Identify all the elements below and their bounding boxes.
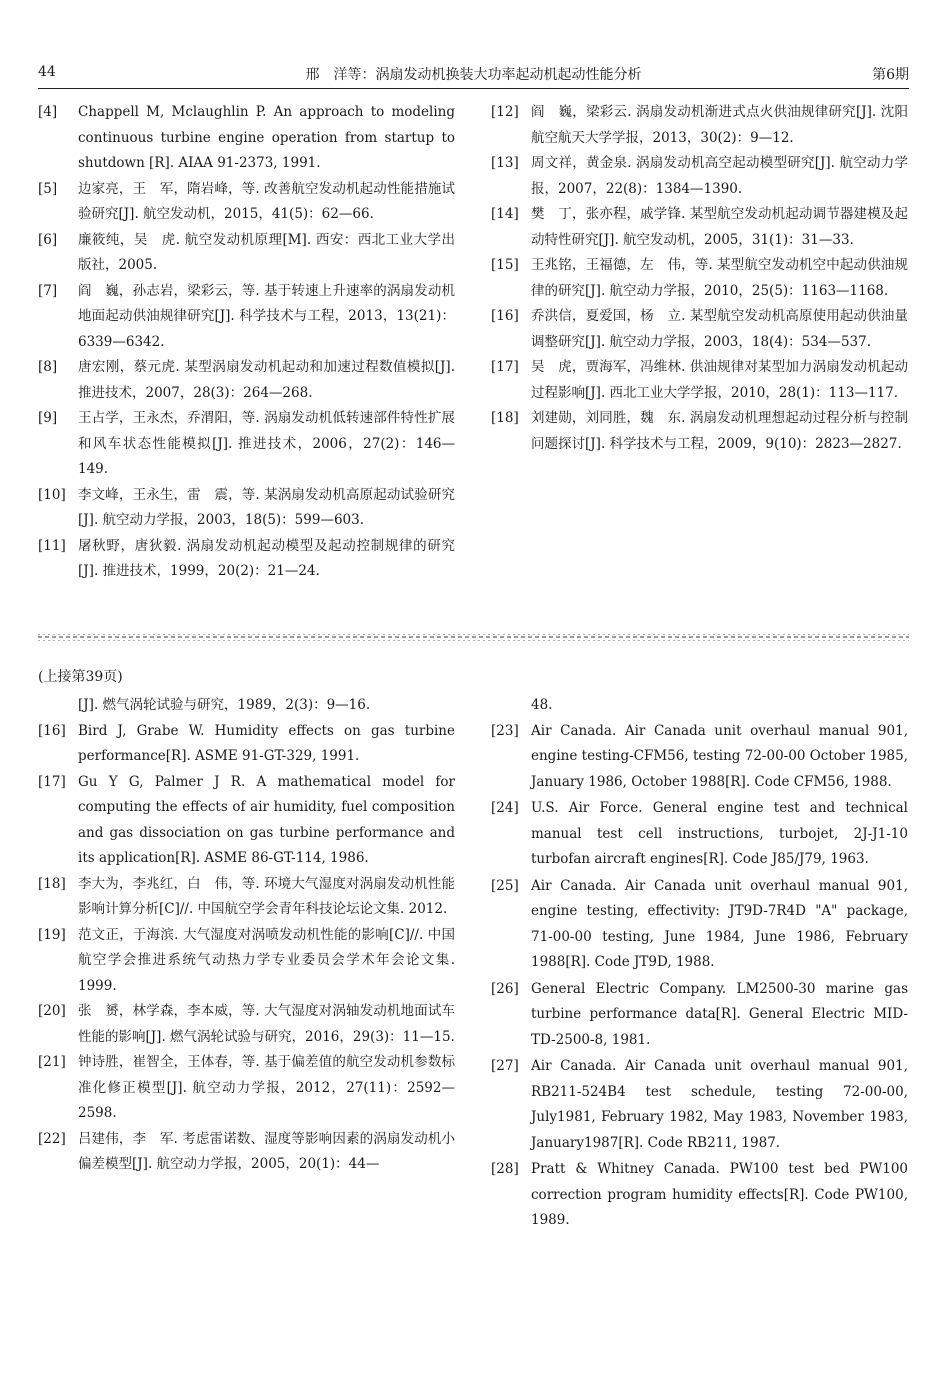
reference-number: [16] bbox=[491, 308, 519, 324]
reference-item bbox=[38, 1050, 455, 1127]
reference-continuation: [J]. 燃气涡轮试验与研究，1989，2(3)：9—16. bbox=[78, 697, 371, 713]
reference-item bbox=[491, 796, 908, 873]
reference-number: [24] bbox=[491, 800, 519, 816]
reference-item bbox=[38, 355, 455, 406]
reference-number: [19] bbox=[38, 926, 66, 943]
reference-text: General Electric Company. LM2500-30 marine gas turbine performance data[R]. General Electric MID-TD-2500-8, 1981. bbox=[531, 980, 908, 1048]
reference-item bbox=[38, 228, 455, 279]
continued-from-note: (上接第39页) bbox=[38, 669, 123, 685]
reference-item bbox=[491, 1157, 908, 1234]
reference-number: [17] bbox=[38, 773, 66, 790]
reference-item bbox=[38, 100, 455, 177]
reference-number: [14] bbox=[491, 206, 519, 222]
reference-number: [8] bbox=[38, 359, 58, 375]
reference-text: 唐宏刚，蔡元虎. 某型涡扇发动机起动和加速过程数值模拟[J]. 推进技术，2007，28(3)：264—268. bbox=[78, 359, 455, 401]
reference-text: 钟诗胜，崔智全，王体春，等. 基于偏差值的航空发动机参数标准化修正模型[J]. 航空动力学报，2012，27(11)：2592—2598. bbox=[78, 1054, 455, 1121]
reference-item bbox=[38, 770, 455, 872]
section-divider bbox=[38, 632, 909, 642]
page-number: 44 bbox=[38, 64, 56, 80]
reference-number: [10] bbox=[38, 486, 66, 503]
reference-number: [12] bbox=[491, 104, 519, 120]
reference-item bbox=[491, 304, 908, 355]
reference-text: 周文祥，黄金泉. 涡扇发动机高空起动模型研究[J]. 航空动力学报，2007，22(8)：1384—1390. bbox=[531, 155, 908, 197]
references-bottom-left bbox=[38, 693, 455, 1178]
reference-text: 吴 虎，贾海军，冯维林. 供油规律对某型加力涡扇发动机起动过程影响[J]. 西北工业大学学报，2010，28(1)：113—117. bbox=[531, 359, 908, 401]
reference-text: 屠秋野，唐狄毅. 涡扇发动机起动模型及起动控制规律的研究[J]. 推进技术，1999，20(2)：21—24. bbox=[78, 537, 455, 579]
reference-item bbox=[491, 719, 908, 796]
reference-item bbox=[38, 1127, 455, 1178]
reference-text: 刘建勋，刘同胜，魏 东. 涡扇发动机理想起动过程分析与控制问题探讨[J]. 科学技术与工程，2009，9(10)：2823—2827. bbox=[531, 410, 908, 452]
reference-number: [17] bbox=[491, 359, 519, 375]
reference-text: 边家亮，王 军，隋岩峰，等. 改善航空发动机起动性能措施试验研究[J]. 航空发动机，2015，41(5)：62—66. bbox=[78, 180, 455, 222]
reference-number: [16] bbox=[38, 722, 66, 739]
reference-text: Gu Y G, Palmer J R. A mathematical model for computing the effects of air humidity, fuel composition and gas dissociation on gas turbine performance and its application[R]. ASME 86-GT-114, 1986. bbox=[78, 773, 455, 866]
references-top-right bbox=[491, 100, 908, 457]
references-top-left bbox=[38, 100, 455, 585]
reference-text: Pratt & Whitney Canada. PW100 test bed PW100 correction program humidity effects[R]. Code PW100, 1989. bbox=[531, 1161, 908, 1228]
reference-number: [28] bbox=[491, 1161, 519, 1177]
reference-number: [20] bbox=[38, 1003, 66, 1019]
reference-number: [18] bbox=[38, 875, 66, 892]
reference-text: 李大为，李兆红，白 伟，等. 环境大气湿度对涡扇发动机性能影响计算分析[C]//. 中国航空学会青年科技论坛论文集. 2012. bbox=[78, 875, 455, 917]
reference-text: 范文正，于海滨. 大气湿度对涡喷发动机性能的影响[C]//. 中国航空学会推进系统气动热力学专业委员会学术年会论文集. 1999. bbox=[78, 926, 455, 994]
reference-text: 阎 巍，梁彩云. 涡扇发动机渐进式点火供油规律研究[J]. 沈阳航空航天大学学报，2013，30(2)：9—12. bbox=[531, 104, 908, 146]
reference-text: 王占学，王永杰，乔渭阳，等. 涡扇发动机低转速部件特性扩展和风车状态性能模拟[J]. 推进技术，2006，27(2)：146—149. bbox=[78, 410, 455, 477]
reference-number: [21] bbox=[38, 1054, 66, 1070]
reference-item bbox=[491, 151, 908, 202]
reference-text: Air Canada. Air Canada unit overhaul manual 901, engine testing, effectivity: JT9D-7R4D "A" package, 71-00-00 testing, June 1984, June 1986, February 1988[R]. Code JT9D, 1988. bbox=[531, 877, 908, 970]
reference-number: [9] bbox=[38, 410, 58, 426]
reference-continuation: 48. bbox=[531, 697, 553, 713]
reference-item bbox=[38, 872, 455, 923]
issue-number: 第6期 bbox=[872, 67, 909, 83]
reference-number: [13] bbox=[491, 155, 519, 171]
reference-item bbox=[38, 279, 455, 356]
running-title: 邢 洋等：涡扇发动机换装大功率起动机起动性能分析 bbox=[305, 67, 642, 83]
reference-text: 王兆铭，王福德，左 伟，等. 某型航空发动机空中起动供油规律的研究[J]. 航空动力学报，2010，25(5)：1163—1168. bbox=[531, 257, 908, 299]
reference-text: 张 赟，林学森，李本威，等. 大气湿度对涡轴发动机地面试车性能的影响[J]. 燃气涡轮试验与研究，2016，29(3)：11—15. bbox=[78, 1003, 455, 1045]
reference-text: Air Canada. Air Canada unit overhaul manual 901, RB211-524B4 test schedule, testing 72-00-00, July1981, February 1982, May 1983, November 1983, January1987[R]. Code RB211, 1987. bbox=[531, 1058, 908, 1151]
reference-item bbox=[491, 202, 908, 253]
reference-item bbox=[38, 177, 455, 228]
reference-item bbox=[491, 977, 908, 1054]
reference-number: [5] bbox=[38, 180, 58, 197]
reference-text: U.S. Air Force. General engine test and technical manual test cell instructions, turbojet, 2J-J1-10 turbofan aircraft engines[R]. Code J85/J79, 1963. bbox=[531, 800, 908, 867]
reference-item bbox=[38, 483, 455, 534]
reference-item bbox=[38, 999, 455, 1050]
reference-number: [15] bbox=[491, 257, 519, 273]
reference-number: [4] bbox=[38, 104, 58, 120]
reference-text: 李文峰，王永生，雷 震，等. 某涡扇发动机高原起动试验研究[J]. 航空动力学报，2003，18(5)：599—603. bbox=[78, 486, 455, 528]
reference-item bbox=[38, 406, 455, 483]
reference-text: 廉筱纯，吴 虎. 航空发动机原理[M]. 西安：西北工业大学出版社，2005. bbox=[78, 231, 455, 273]
reference-number: [7] bbox=[38, 282, 58, 299]
reference-number: [26] bbox=[491, 980, 519, 997]
reference-item bbox=[491, 355, 908, 406]
reference-text: Bird J, Grabe W. Humidity effects on gas turbine performance[R]. ASME 91-GT-329, 1991. bbox=[78, 722, 455, 764]
running-header bbox=[38, 62, 909, 89]
reference-text: Air Canada. Air Canada unit overhaul manual 901, engine testing-CFM56, testing 72-00-00 October 1985, January 1986, October 1988[R]. Code CFM56, 1988. bbox=[531, 722, 908, 790]
reference-number: [22] bbox=[38, 1130, 66, 1147]
reference-number: [11] bbox=[38, 537, 66, 554]
reference-item bbox=[38, 534, 455, 585]
reference-number: [25] bbox=[491, 877, 519, 894]
reference-text: 樊 丁，张亦程，戚学锋. 某型航空发动机起动调节器建模及起动特性研究[J]. 航空发动机，2005，31(1)：31—33. bbox=[531, 206, 908, 248]
reference-number: [27] bbox=[491, 1058, 519, 1074]
reference-number: [23] bbox=[491, 722, 519, 739]
reference-item bbox=[491, 253, 908, 304]
reference-item bbox=[491, 874, 908, 976]
reference-item bbox=[491, 100, 908, 151]
reference-item bbox=[491, 406, 908, 457]
reference-number: [6] bbox=[38, 231, 58, 248]
reference-item bbox=[38, 719, 455, 770]
reference-number: [18] bbox=[491, 410, 519, 426]
reference-text: 乔洪信，夏爱国，杨 立. 某型航空发动机高原使用起动供油量调整研究[J]. 航空动力学报，2003，18(4)：534—537. bbox=[531, 308, 908, 350]
reference-item bbox=[38, 923, 455, 1000]
reference-item bbox=[491, 1054, 908, 1156]
reference-text: Chappell M, Mclaughlin P. An approach to modeling continuous turbine engine operation from startup to shutdown [R]. AIAA 91-2373, 1991. bbox=[78, 104, 455, 171]
reference-text: 吕建伟，李 军. 考虑雷诺数、湿度等影响因素的涡扇发动机小偏差模型[J]. 航空动力学报，2005，20(1)：44— bbox=[78, 1130, 455, 1172]
references-bottom-right bbox=[491, 693, 908, 1235]
reference-text: 阎 巍，孙志岩，梁彩云，等. 基于转速上升速率的涡扇发动机地面起动供油规律研究[J]. 科学技术与工程，2013，13(21)：6339—6342. bbox=[78, 282, 455, 350]
